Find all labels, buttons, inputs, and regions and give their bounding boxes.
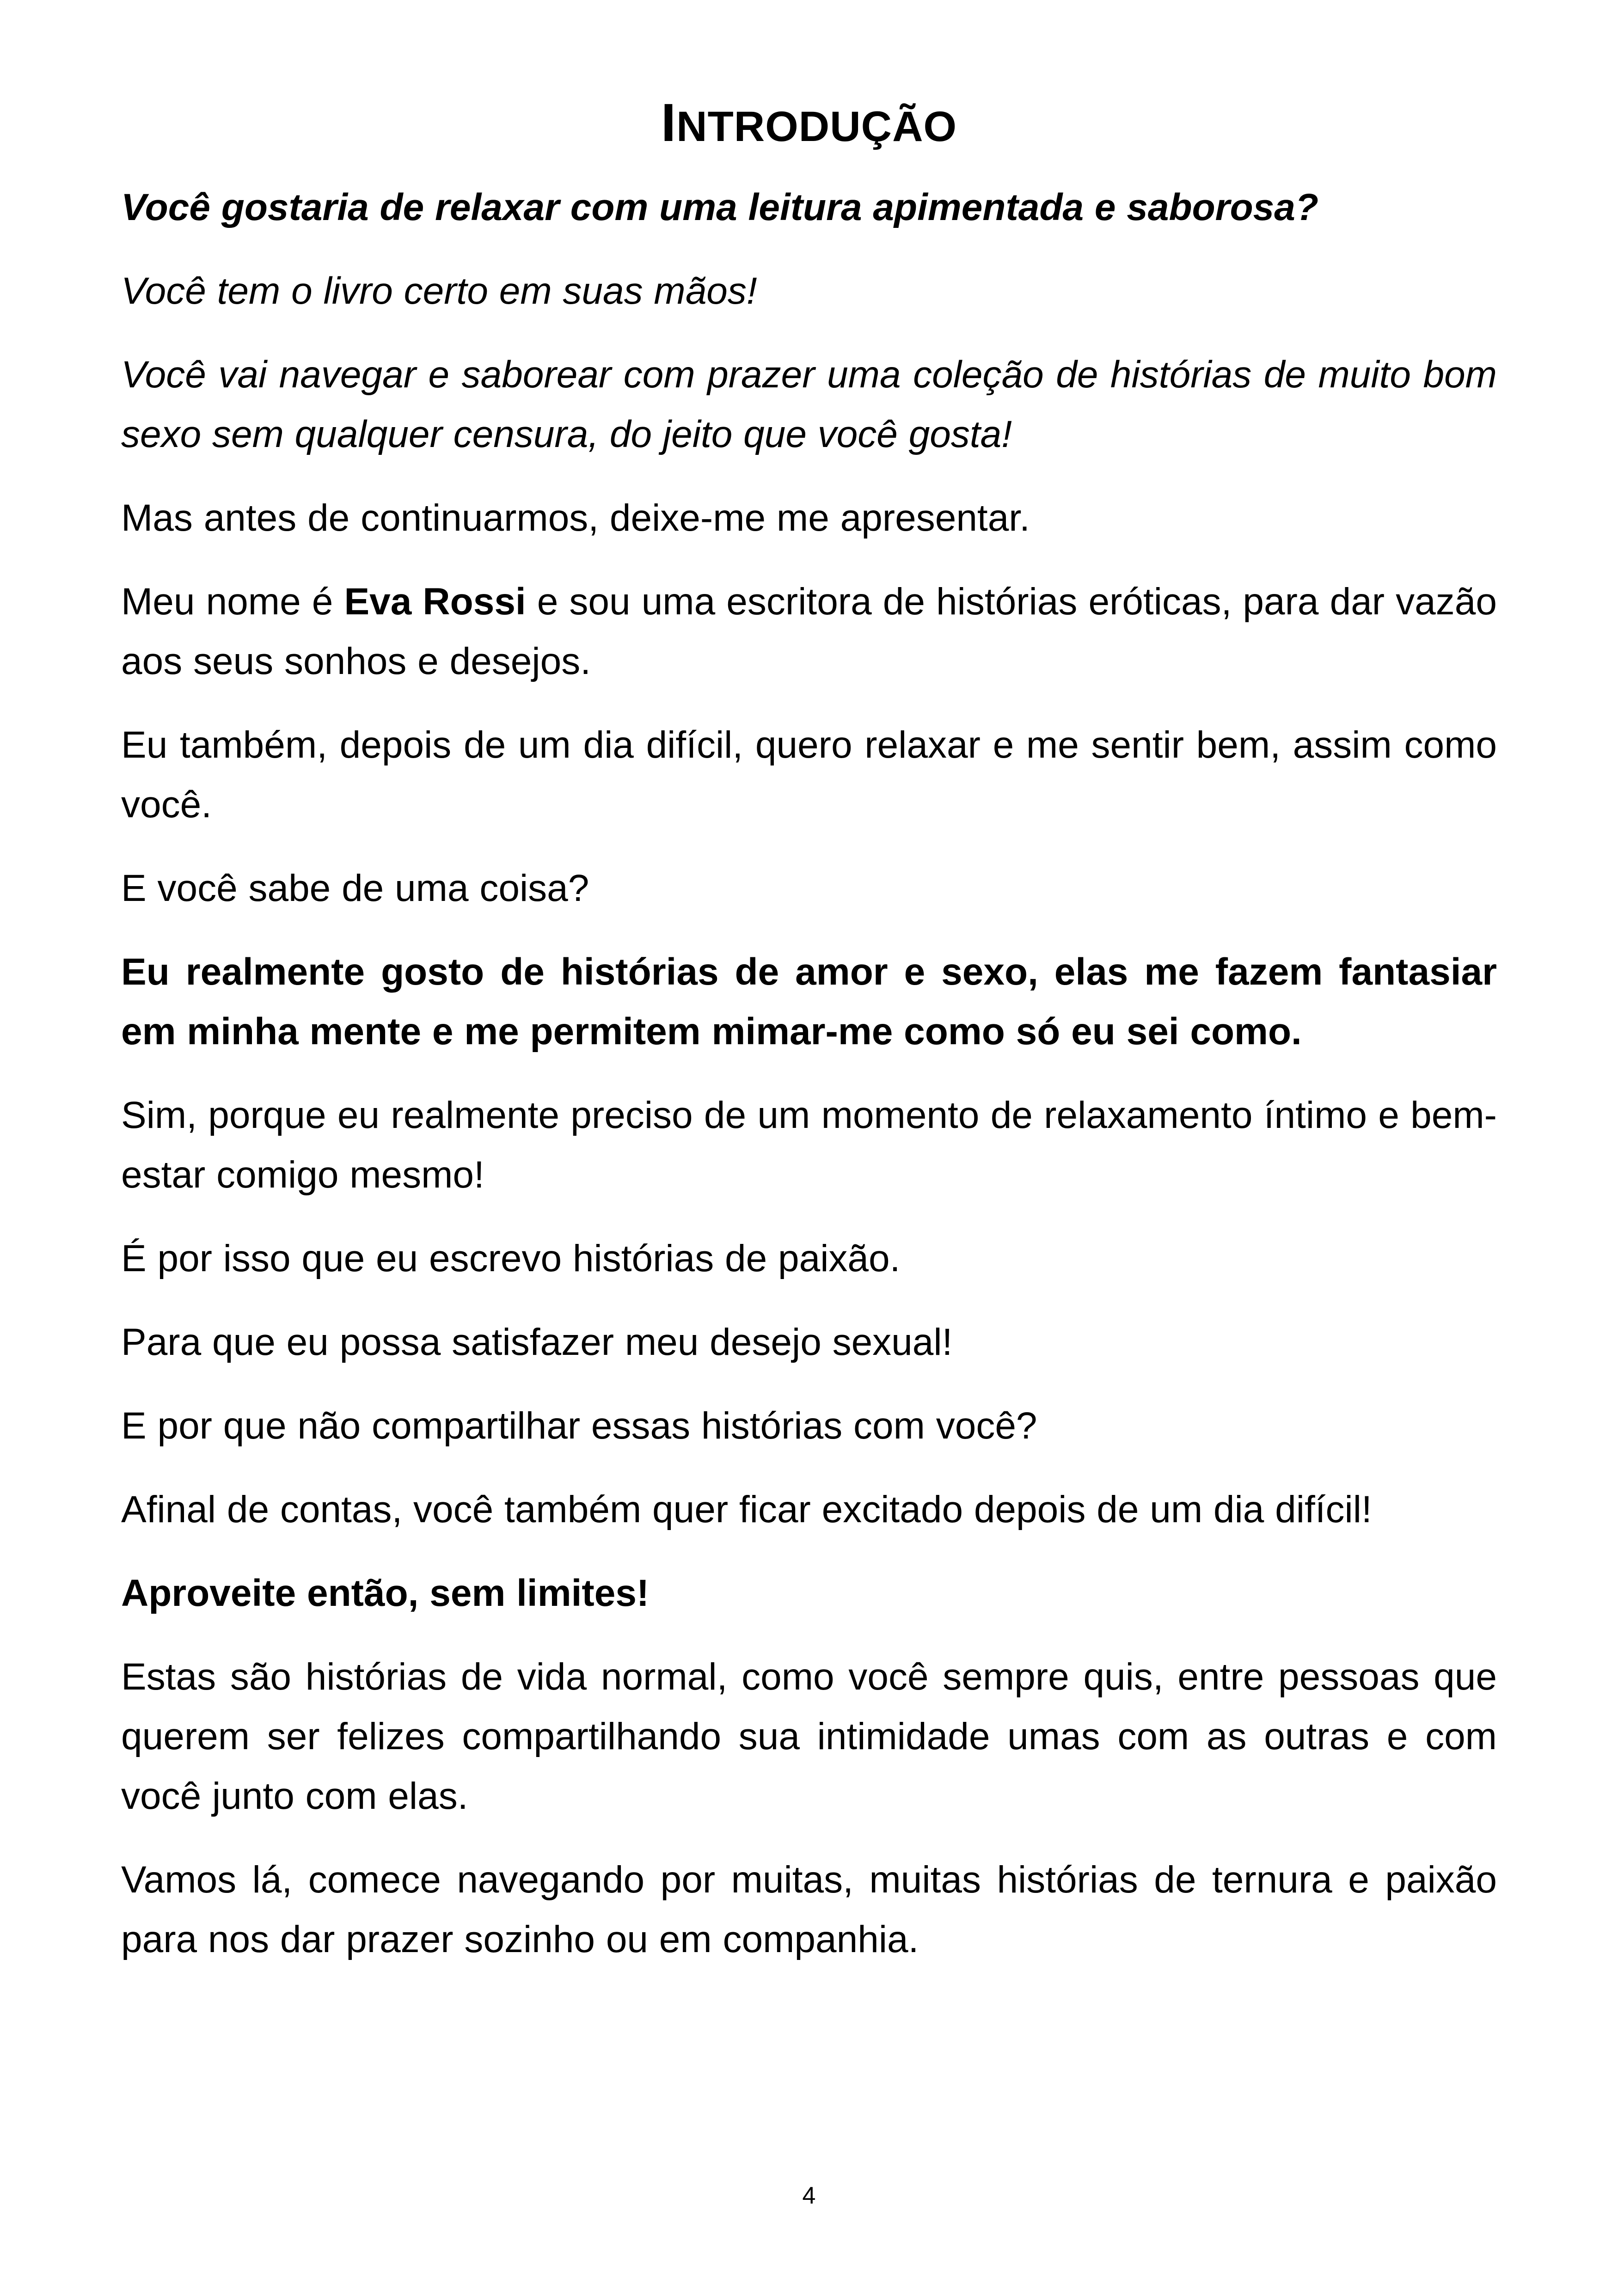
paragraph-after-all: Afinal de contas, você também quer ficar excitado depois de um dia difícil!: [121, 1488, 1372, 1531]
author-name-before: Meu nome é: [121, 581, 344, 623]
paragraph-you-know: E você sabe de uma coisa?: [121, 867, 589, 909]
chapter-title-initial: I: [661, 92, 677, 153]
paragraph-lets-go: Vamos lá, comece navegando por muitas, muitas histórias de ternura e paixão para nos dar prazer sozinho ou em companhia.: [121, 1859, 1497, 1960]
paragraph-why-write: É por isso que eu escrevo histórias de paixão.: [121, 1237, 901, 1280]
paragraph-question: Você gostaria de relaxar com uma leitura apimentada e saborosa?: [121, 186, 1318, 228]
paragraph-relax: Eu também, depois de um dia difícil, quero relaxar e me sentir bem, assim como você.: [121, 724, 1497, 826]
chapter-title: [121, 90, 1497, 159]
paragraph-love-stories: Eu realmente gosto de histórias de amor e sexo, elas me fazem fantasiar em minha mente e me permitem mimar-me como só eu sei como.: [121, 951, 1497, 1053]
author-name: Eva Rossi: [344, 581, 526, 623]
paragraph-introduce: Mas antes de continuarmos, deixe-me me apresentar.: [121, 497, 1030, 539]
paragraph-enjoy: Aproveite então, sem limites!: [121, 1572, 650, 1614]
paragraph-need-relaxation: Sim, porque eu realmente preciso de um momento de relaxamento íntimo e bem-estar comigo mesmo!: [121, 1094, 1497, 1196]
paragraph-normal-life: Estas são histórias de vida normal, como você sempre quis, entre pessoas que querem ser felizes compartilhando sua intimidade umas com as outras e com você junto com elas.: [121, 1656, 1497, 1817]
paragraph-author-name: [121, 572, 1497, 691]
paragraph-satisfy: Para que eu possa satisfazer meu desejo sexual!: [121, 1321, 953, 1363]
page-content: [121, 90, 1497, 1993]
author-name-after: e sou uma escritora de histórias eróticas, para dar vazão aos seus sonhos e desejos.: [121, 581, 1497, 682]
chapter-title-rest: NTRODUÇÃO: [676, 103, 957, 150]
paragraph-navigate: Você vai navegar e saborear com prazer uma coleção de histórias de muito bom sexo sem qualquer censura, do jeito que você gosta!: [121, 354, 1497, 455]
paragraph-share: E por que não compartilhar essas histórias com você?: [121, 1405, 1037, 1447]
paragraph-right-book: Você tem o livro certo em suas mãos!: [121, 270, 757, 312]
page-number: 4: [802, 2182, 816, 2209]
